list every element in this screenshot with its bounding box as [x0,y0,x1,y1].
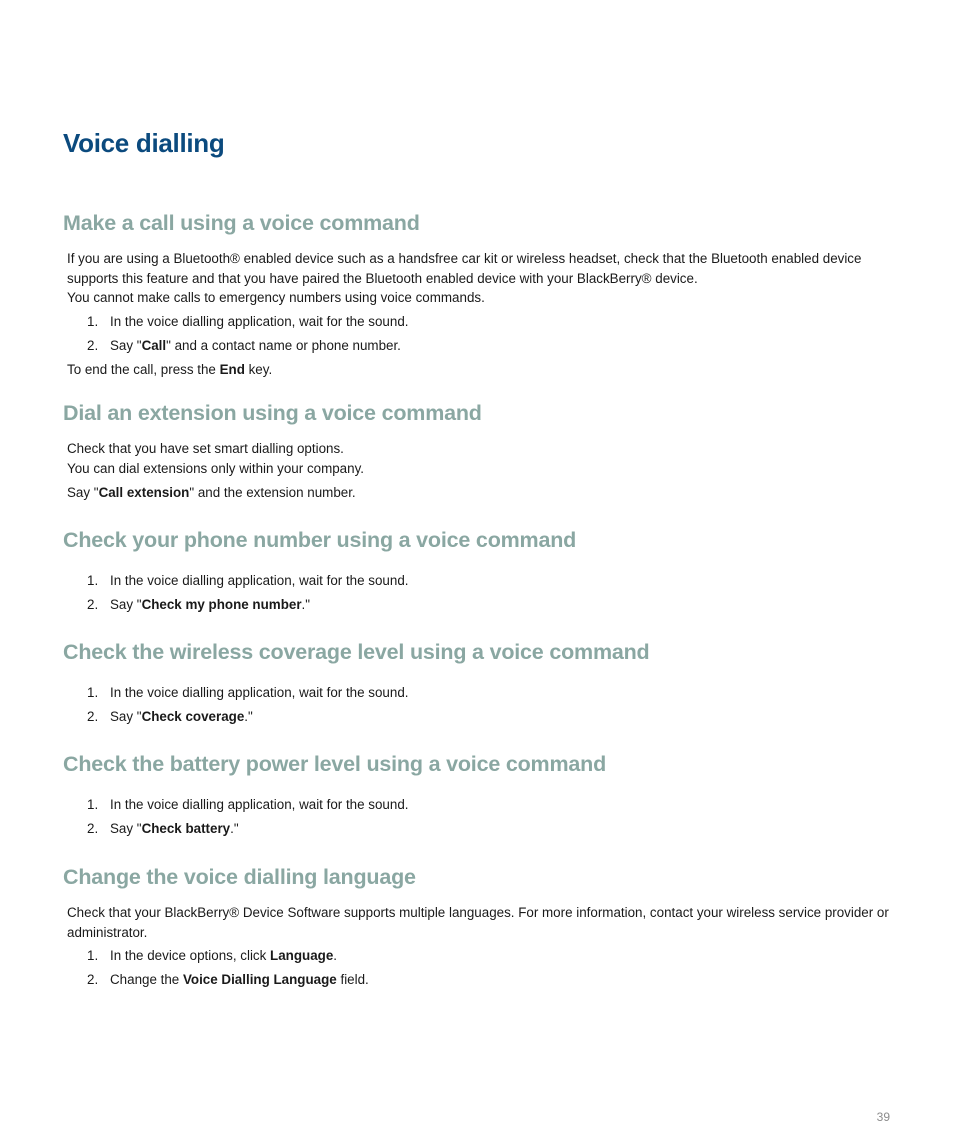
paragraph-language-prereq: Check that your BlackBerry® Device Software supports multiple languages. For more information, contact your wireless service provider or administrator. [67,905,889,940]
page-title: Voice dialling [63,128,225,158]
list-item: 1. In the voice dialling application, wait for the sound. [87,685,409,700]
section-heading-check-phone-number: Check your phone number using a voice command [63,528,577,552]
list-item: 2. Say "Call" and a contact name or phone number. [87,338,401,353]
page-number: 39 [876,1110,890,1124]
list-item: 2. Say "Check my phone number." [87,597,311,612]
paragraph-end-call: To end the call, press the End key. [67,362,273,377]
section-heading-check-coverage: Check the wireless coverage level using a voice command [63,640,650,664]
list-item: 2. Change the Voice Dialling Language field. [87,972,369,987]
section-heading-check-battery: Check the battery power level using a voice command [63,752,607,776]
list-item: 1. In the voice dialling application, wait for the sound. [87,573,409,588]
list-item: 2. Say "Check battery." [87,821,239,836]
section-heading-make-call: Make a call using a voice command [63,211,420,235]
list-item: 1. In the device options, click Language. [87,948,338,963]
paragraph-call-extension: Say "Call extension" and the extension number. [67,485,356,500]
paragraph-emergency-note: You cannot make calls to emergency numbers using voice commands. [67,290,485,305]
section-heading-dial-extension: Dial an extension using a voice command [63,401,482,425]
paragraph-extension-scope: You can dial extensions only within your company. [67,461,364,476]
list-item: 2. Say "Check coverage." [87,709,253,724]
section-heading-change-language: Change the voice dialling language [63,865,416,889]
list-item: 1. In the voice dialling application, wait for the sound. [87,314,409,329]
list-item: 1. In the voice dialling application, wait for the sound. [87,797,409,812]
paragraph-smart-dialling: Check that you have set smart dialling options. [67,441,344,456]
paragraph-bluetooth-prereq: If you are using a Bluetooth® enabled device such as a handsfree car kit or wireless headset, check that the Bluetooth enabled device supports this feature and that you have paired the Bluetooth enabled device with your BlackBerry® device. [67,251,862,286]
